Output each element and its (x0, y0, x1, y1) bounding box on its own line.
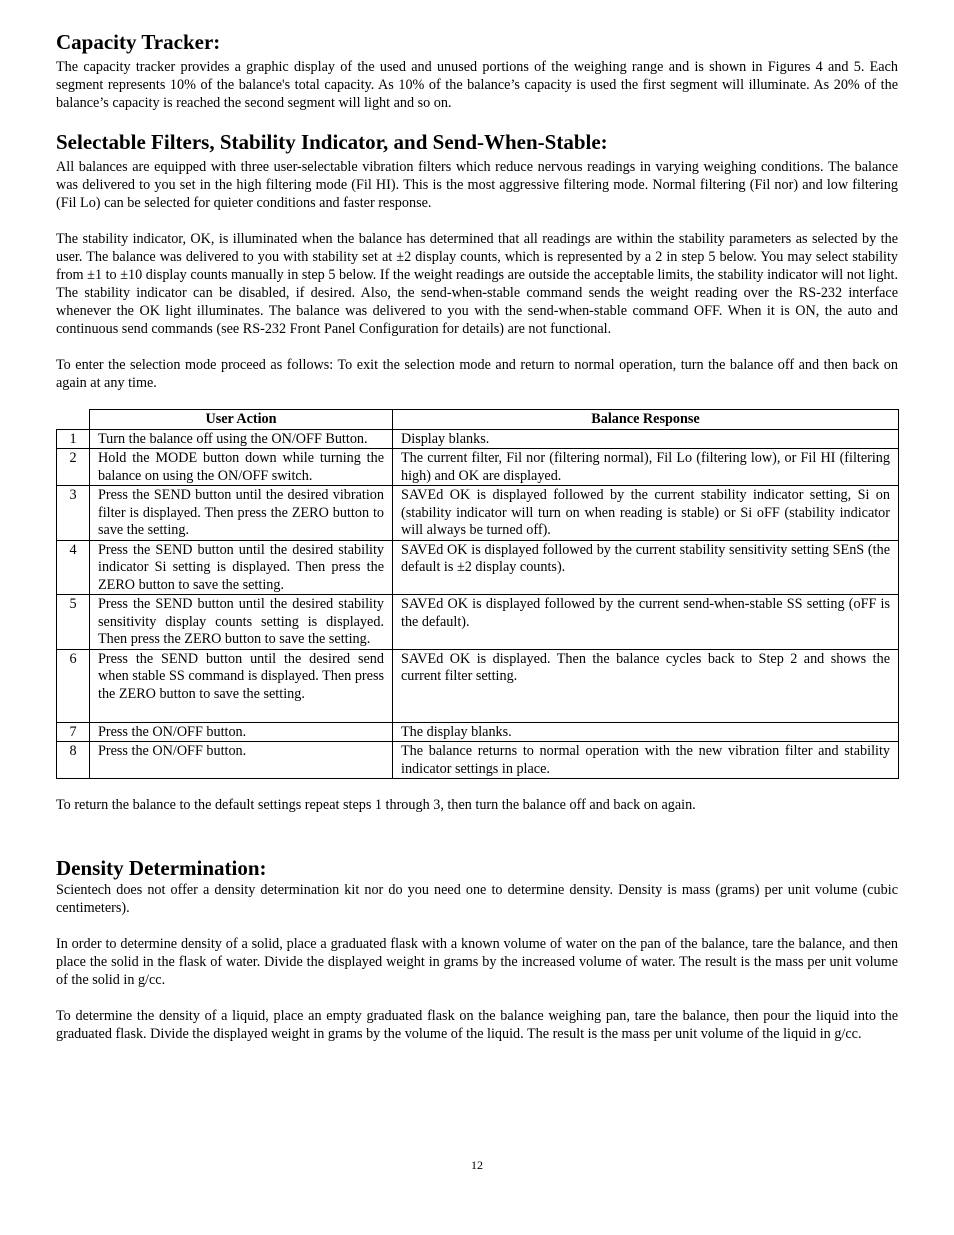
step-action: Press the SEND button until the desired vibration filter is displayed. Then press the ZERO button to save the setting. (90, 486, 393, 541)
table-row (57, 722, 899, 742)
step-response: SAVEd OK is displayed followed by the current send-when-stable SS setting (oFF is the default). (393, 595, 899, 650)
density-liquid-paragraph: To determine the density of a liquid, place an empty graduated flask on the balance weighing pan, tare the balance, then pour the liquid into the graduated flask. Divide the displayed weight in grams by the volume of the liquid. The result is the mass per unit volume of the liquid in g/cc. (56, 1008, 898, 1042)
table-row (57, 449, 899, 486)
table-row (57, 595, 899, 650)
table-header-user-action: User Action (90, 410, 393, 430)
density-paragraph-1: Scientech does not offer a density determination kit nor do you need one to determine density. Density is mass (grams) per unit volume (cubic centimeters). (56, 882, 898, 916)
selection-steps-table (56, 409, 899, 779)
step-action: Turn the balance off using the ON/OFF Button. (90, 429, 393, 449)
step-action: Hold the MODE button down while turning the balance on using the ON/OFF switch. (90, 449, 393, 486)
table-header-balance-response: Balance Response (393, 410, 899, 430)
table-row (57, 486, 899, 541)
stability-paragraph: The stability indicator, OK, is illuminated when the balance has determined that all readings are within the stability parameters as selected by the user. The balance was delivered to you with stability set at ±2 display counts, which is represented by a 2 in step 5 below. You may select stability from ±1 to ±10 display counts manually in step 5 below. If the weight readings are outside the acceptable limits, the stability indicator will not light. The stability indicator can be disabled, if desired. Also, the send-when-stable command sends the weight reading over the RS-232 interface whenever the OK light illuminates. The balance was delivered to you with the send-when-stable command OFF. When it is ON, the auto and continuous send commands (see RS-232 Front Panel Configuration for details) are not functional. (56, 231, 898, 337)
step-number: 1 (57, 429, 90, 449)
filters-heading: Selectable Filters, Stability Indicator, and Send-When-Stable: (56, 130, 608, 154)
step-action: Press the SEND button until the desired send when stable SS command is displayed. Then press the ZERO button to save the setting. (90, 649, 393, 722)
table-row (57, 742, 899, 779)
step-response: SAVEd OK is displayed followed by the current stability indicator setting, Si on (stability indicator will turn on when reading is stable) or Si oFF (stability indicator will always be turned off). (393, 486, 899, 541)
capacity-tracker-paragraph: The capacity tracker provides a graphic display of the used and unused portions of the weighing range and is shown in Figures 4 and 5. Each segment represents 10% of the balance's total capacity. As 10% of the balance’s capacity is used the first segment will illuminate. As 20% of the balance’s capacity is reached the second segment will light and so on. (56, 59, 898, 111)
step-action: Press the SEND button until the desired stability indicator Si setting is displayed. Then press the ZERO button to save the setting. (90, 540, 393, 595)
step-response: The balance returns to normal operation with the new vibration filter and stability indicator settings in place. (393, 742, 899, 779)
filters-paragraph-1: All balances are equipped with three user-selectable vibration filters which reduce nervous readings in varying weighing conditions. The balance was delivered to you set in the high filtering mode (Fil HI). This is the most aggressive filtering mode. Normal filtering (Fil nor) and low filtering (Fil Lo) can be selected for quieter conditions and faster response. (56, 159, 898, 211)
step-number: 6 (57, 649, 90, 722)
table-row (57, 540, 899, 595)
step-response: Display blanks. (393, 429, 899, 449)
step-action: Press the SEND button until the desired stability sensitivity display counts setting is displayed. Then press the ZERO button to save the setting. (90, 595, 393, 650)
page-number: 12 (471, 1158, 483, 1172)
step-response: SAVEd OK is displayed followed by the current stability sensitivity setting SEnS (the default is ±2 display counts). (393, 540, 899, 595)
table-header-blank (57, 410, 90, 430)
density-solid-paragraph: In order to determine density of a solid, place a graduated flask with a known volume of water on the pan of the balance, tare the balance, and then place the solid in the flask of water. Divide the displayed weight in grams by the increased volume of water. The result is the mass per unit volume of the solid in g/cc. (56, 936, 898, 988)
table-row (57, 649, 899, 722)
step-number: 2 (57, 449, 90, 486)
step-number: 3 (57, 486, 90, 541)
return-default-paragraph: To return the balance to the default settings repeat steps 1 through 3, then turn the balance off and back on again. (56, 797, 696, 813)
table-header-row (57, 410, 899, 430)
step-response: SAVEd OK is displayed. Then the balance cycles back to Step 2 and shows the current filter setting. (393, 649, 899, 722)
step-action: Press the ON/OFF button. (90, 742, 393, 779)
step-response: The current filter, Fil nor (filtering normal), Fil Lo (filtering low), or Fil HI (filtering high) and OK are displayed. (393, 449, 899, 486)
density-heading: Density Determination: (56, 856, 267, 880)
step-action: Press the ON/OFF button. (90, 722, 393, 742)
selection-mode-paragraph: To enter the selection mode proceed as follows: To exit the selection mode and return to normal operation, turn the balance off and then back on again at any time. (56, 357, 898, 391)
step-response: The display blanks. (393, 722, 899, 742)
step-number: 8 (57, 742, 90, 779)
capacity-tracker-heading: Capacity Tracker: (56, 30, 221, 54)
step-number: 4 (57, 540, 90, 595)
document-page (56, 29, 898, 1043)
step-number: 5 (57, 595, 90, 650)
step-number: 7 (57, 722, 90, 742)
table-row (57, 429, 899, 449)
